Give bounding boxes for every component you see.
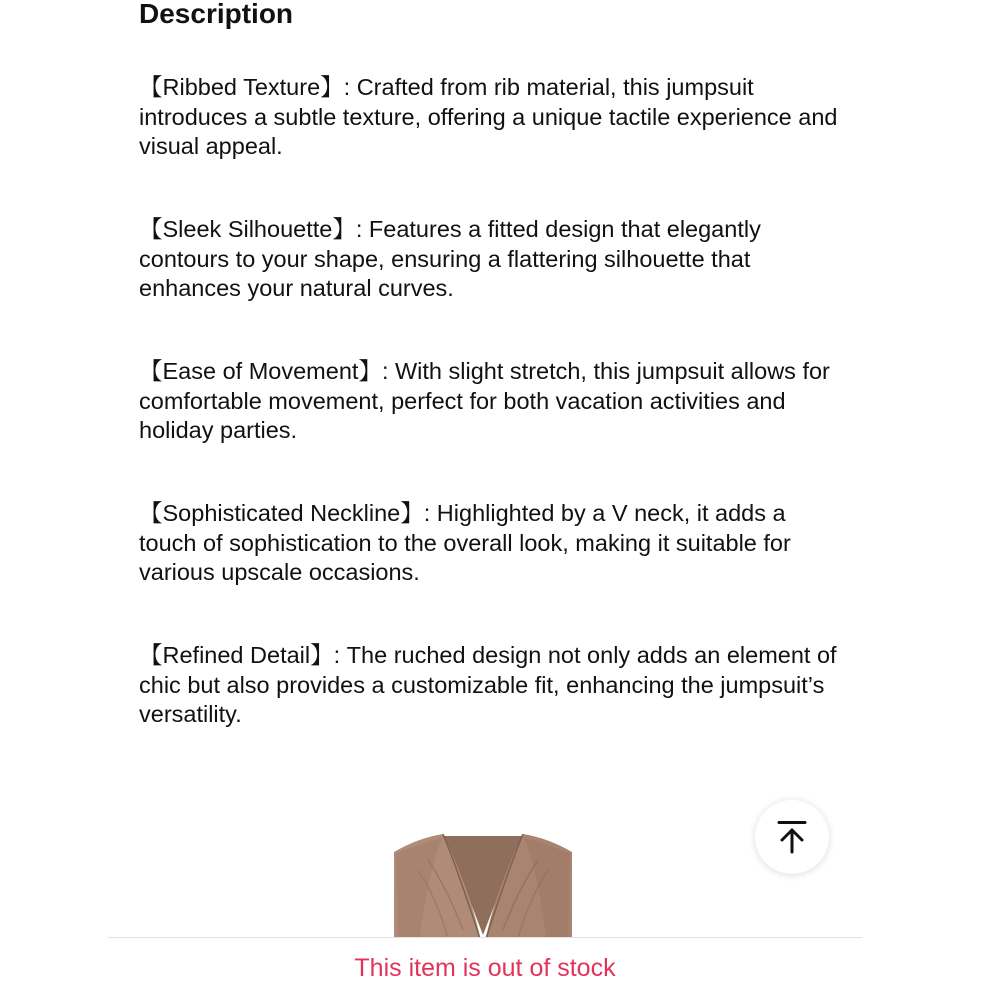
description-item-text: : Features a fitted design that elegantly contours to your shape, ensuring a flattering silhouette that enhances your natural curves. <box>139 216 761 301</box>
description-item-text: : The ruched design not only adds an element of chic but also provides a customizable fit, enhancing the jumpsuit’s versatility. <box>139 642 837 727</box>
description-item-text: : Highlighted by a V neck, it adds a touch of sophistication to the overall look, making it suitable for various upscale occasions. <box>139 500 791 585</box>
description-item-title: 【Sophisticated Neckline】 <box>139 500 424 526</box>
arrow-up-to-top-icon <box>777 820 807 854</box>
product-jumpsuit-image <box>388 830 578 938</box>
description-item-text: : Crafted from rib material, this jumpsuit introduces a subtle texture, offering a unique tactile experience and visual appeal. <box>139 74 838 159</box>
footer-divider <box>108 937 862 938</box>
description-item-title: 【Refined Detail】 <box>139 642 334 668</box>
description-item-title: 【Ribbed Texture】 <box>139 74 344 100</box>
description-item-text: : With slight stretch, this jumpsuit allows for comfortable movement, perfect for both vacation activities and holiday parties. <box>139 358 830 443</box>
scroll-to-top-button[interactable] <box>755 800 829 874</box>
description-item-title: 【Sleek Silhouette】 <box>139 216 356 242</box>
description-item-sophisticated-neckline <box>139 499 839 588</box>
description-item-ease-of-movement <box>139 357 839 446</box>
description-item-title: 【Ease of Movement】 <box>139 358 382 384</box>
out-of-stock-notice: This item is out of stock <box>354 954 616 982</box>
description-item-refined-detail <box>139 641 839 730</box>
product-image-area <box>108 780 860 938</box>
description-heading: Description <box>139 0 294 29</box>
description-item-ribbed-texture <box>139 73 839 162</box>
description-item-sleek-silhouette <box>139 215 839 304</box>
